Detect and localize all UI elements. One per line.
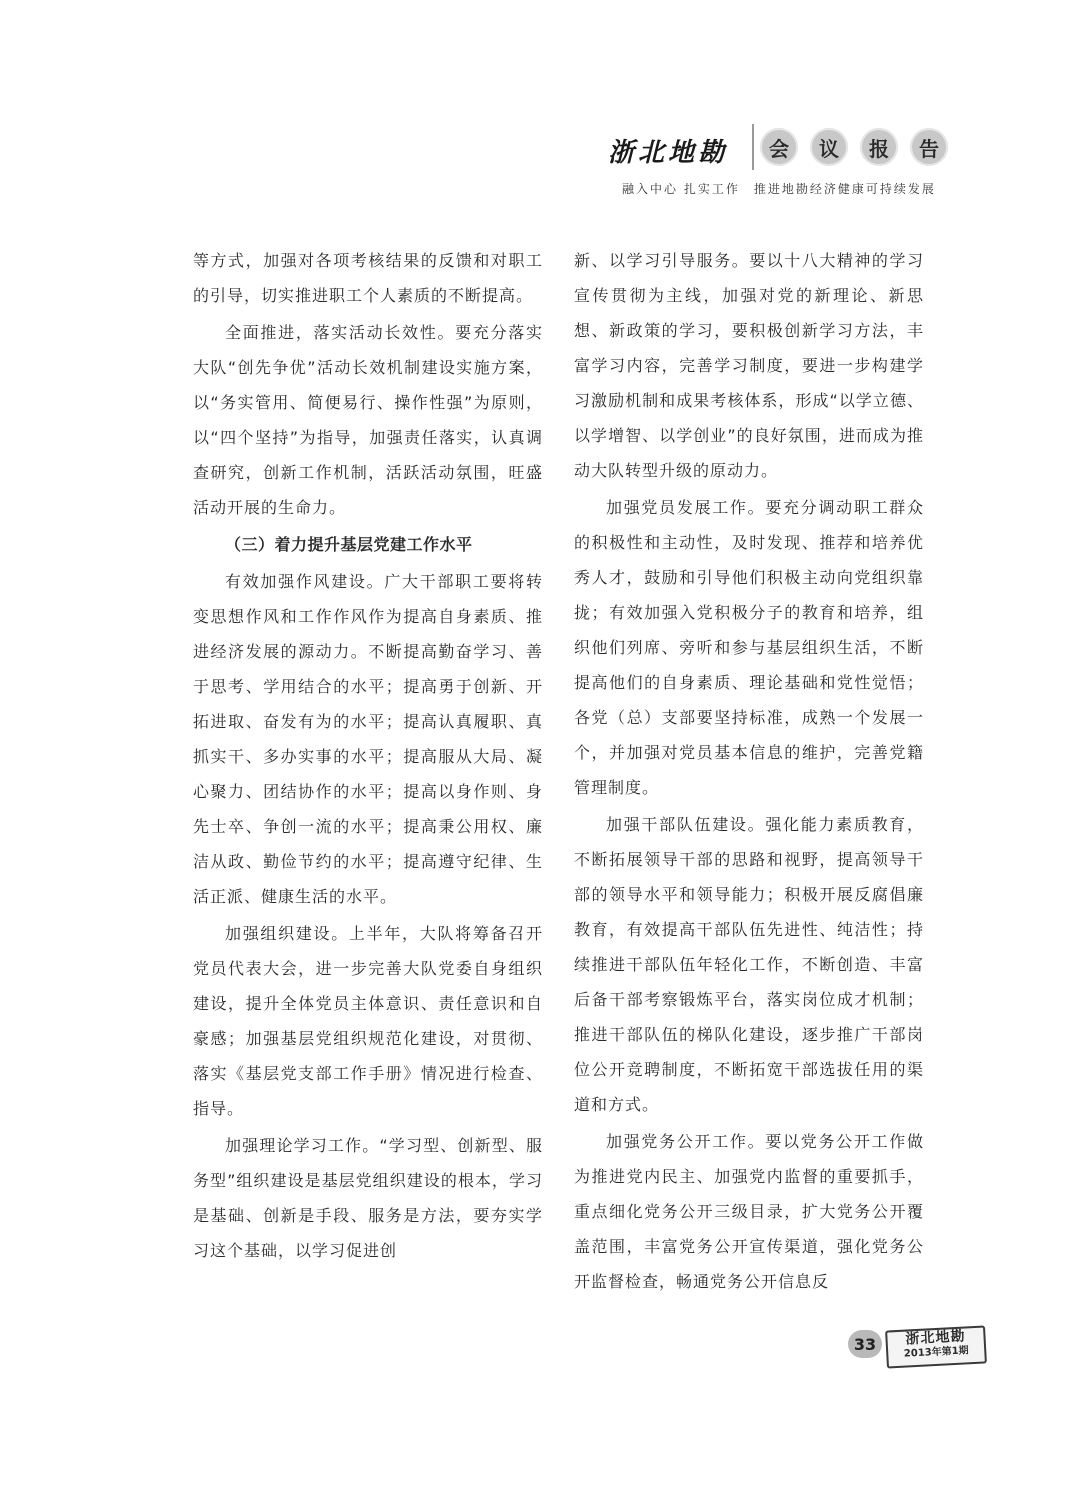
header-tagline [622, 180, 936, 197]
paragraph: 新、以学习引导服务。要以十八大精神的学习宣传贯彻为主线，加强对党的新理论、新思想、新政策的学习，要积极创新学习方法，丰富学习内容，完善学习制度，要进一步构建学习激励机制和成果考核体系，形成“以学立德、以学增智、以学创业”的良好氛围，进而成为推动大队转型升级的原动力。 [574, 251, 924, 480]
paragraph: 加强组织建设。上半年，大队将筹备召开党员代表大会，进一步完善大队党委自身组织建设，提升全体党员主体意识、责任意识和自豪感；加强基层党组织规范化建设，对贯彻、落实《基层党支部工作手册》情况进行检查、指导。 [193, 924, 543, 1118]
magazine-name: 浙北地勘 [905, 1328, 966, 1348]
paragraph: 全面推进，落实活动长效性。要充分落实大队“创先争优”活动长效机制建设实施方案，以“务实管用、简便易行、操作性强”为原则，以“四个坚持”为指导，加强责任落实，认真调查研究，创新工作机制，活跃活动氛围，旺盛活动开展的生命力。 [193, 323, 543, 517]
section-tag: 告 [910, 128, 948, 166]
tagline-left: 融入中心 扎实工作 [622, 182, 740, 196]
paragraph: 加强干部队伍建设。强化能力素质教育，不断拓展领导干部的思路和视野，提高领导干部的领导水平和领导能力；积极开展反腐倡廉教育，有效提高干部队伍先进性、纯洁性；持续推进干部队伍年轻化工作，不断创造、丰富后备干部考察锻炼平台，落实岗位成才机制；推进干部队伍的梯队化建设，逐步推广干部岗位公开竞聘制度，不断拓宽干部选拔任用的渠道和方式。 [574, 815, 924, 1114]
page-footer [848, 1328, 988, 1364]
section-tags [760, 128, 948, 166]
paragraph: 加强党员发展工作。要充分调动职工群众的积极性和主动性，及时发现、推荐和培养优秀人才，鼓励和引导他们积极主动向党组织靠拢；有效加强入党积极分子的教育和培养，组织他们列席、旁听和参与基层组织生活，不断提高他们的自身素质、理论基础和党性觉悟；各党（总）支部要坚持标准，成熟一个发展一个，并加强对党员基本信息的维护，完善党籍管理制度。 [574, 498, 924, 797]
page-number: 33 [848, 1330, 882, 1358]
header-divider [752, 124, 754, 170]
section-tag: 议 [810, 128, 848, 166]
paragraph: 等方式，加强对各项考核结果的反馈和对职工的引导，切实推进职工个人素质的不断提高。 [193, 251, 543, 305]
magazine-issue: 2013年第1期 [903, 1345, 969, 1360]
paragraph: 加强党务公开工作。要以党务公开工作做为推进党内民主、加强党内监督的重要抓手，重点细化党务公开三级目录，扩大党务公开覆盖范围，丰富党务公开宣传渠道，强化党务公开监督检查，畅通党务公开信息反 [574, 1132, 924, 1291]
section-tag: 会 [760, 128, 798, 166]
tagline-right: 推进地勘经济健康可持续发展 [753, 182, 936, 196]
left-column [193, 243, 543, 1268]
magazine-badge [885, 1325, 987, 1368]
section-heading: （三）着力提升基层党建工作水平 [225, 535, 473, 554]
brand-title: 浙北地勘 [608, 138, 729, 168]
section-tag: 报 [860, 128, 898, 166]
paragraph: 加强理论学习工作。“学习型、创新型、服务型”组织建设是基层党组织建设的根本，学习是基础、创新是手段、服务是方法，要夯实学习这个基础，以学习促进创 [193, 1136, 543, 1260]
paragraph: 有效加强作风建设。广大干部职工要将转变思想作风和工作作风作为提高自身素质、推进经济发展的源动力。不断提高勤奋学习、善于思考、学用结合的水平；提高勇于创新、开拓进取、奋发有为的水平；提高认真履职、真抓实干、多办实事的水平；提高服从大局、凝心聚力、团结协作的水平；提高以身作则、身先士卒、争创一流的水平；提高秉公用权、廉洁从政、勤俭节约的水平；提高遵守纪律、生活正派、健康生活的水平。 [193, 572, 543, 906]
right-column [574, 243, 924, 1299]
page-header [580, 118, 940, 208]
